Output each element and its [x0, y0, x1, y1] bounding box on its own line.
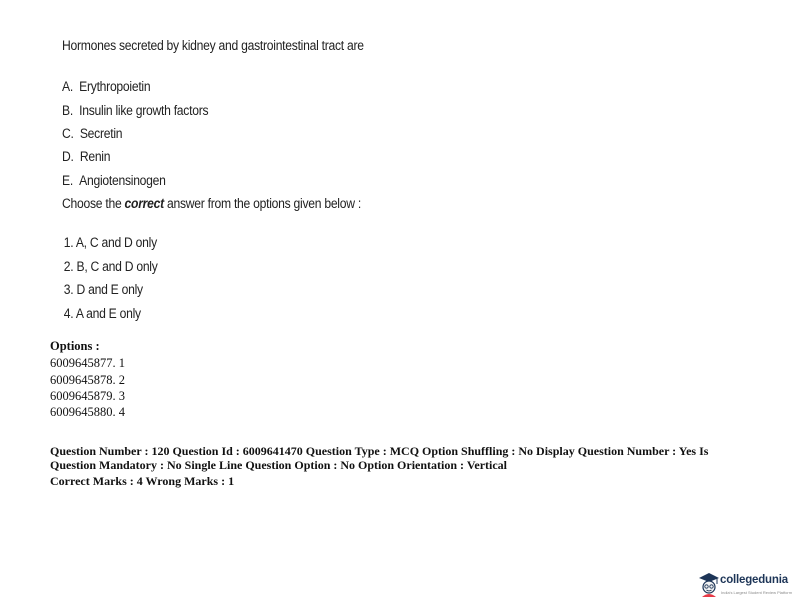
answer-option: 1. A, C and D only: [63, 235, 157, 250]
item-text: Secretin: [79, 126, 123, 141]
collegedunia-logo[interactable]: [698, 570, 792, 600]
option-id-row: 6009645877. 1: [50, 356, 125, 370]
item-b: [62, 103, 208, 118]
logo-wordmark: collegedunia: [720, 574, 788, 586]
item-e: [62, 173, 166, 188]
item-a: [62, 79, 150, 94]
item-text: Erythropoietin: [79, 79, 151, 94]
answer-option: 4. A and E only: [63, 306, 141, 321]
instruction-post: answer from the options given below :: [163, 196, 361, 211]
instruction-line: [62, 196, 361, 211]
item-letter: B.: [62, 103, 73, 118]
graduate-mascot-icon: [698, 572, 720, 598]
answer-option: 2. B, C and D only: [63, 259, 158, 274]
marks-line: Correct Marks : 4 Wrong Marks : 1: [50, 474, 235, 488]
item-text: Renin: [79, 149, 111, 164]
question-stem: Hormones secreted by kidney and gastrointestinal tract are: [62, 38, 364, 53]
item-letter: E.: [62, 173, 73, 188]
meta-line-2: Question Mandatory : No Single Line Question Option : No Option Orientation : Vertical: [50, 458, 508, 472]
answer-option: 3. D and E only: [63, 282, 143, 297]
instruction-bold: correct: [124, 196, 164, 211]
item-text: Insulin like growth factors: [79, 103, 209, 118]
meta-line-1: Question Number : 120 Question Id : 6009641470 Question Type : MCQ Option Shuffling : No Display Question Number : Yes Is: [50, 444, 709, 458]
item-d: [62, 149, 110, 164]
item-letter: C.: [62, 126, 74, 141]
logo-tagline: India's Largest Student Review Platform: [721, 590, 792, 595]
option-id-row: 6009645878. 2: [50, 373, 125, 387]
options-heading: Options :: [50, 339, 100, 353]
item-letter: D.: [62, 149, 74, 164]
instruction-pre: Choose the: [62, 196, 125, 211]
item-text: Angiotensinogen: [79, 173, 166, 188]
item-letter: A.: [62, 79, 73, 94]
item-c: [62, 126, 122, 141]
option-id-row: 6009645879. 3: [50, 389, 125, 403]
option-id-row: 6009645880. 4: [50, 405, 125, 419]
